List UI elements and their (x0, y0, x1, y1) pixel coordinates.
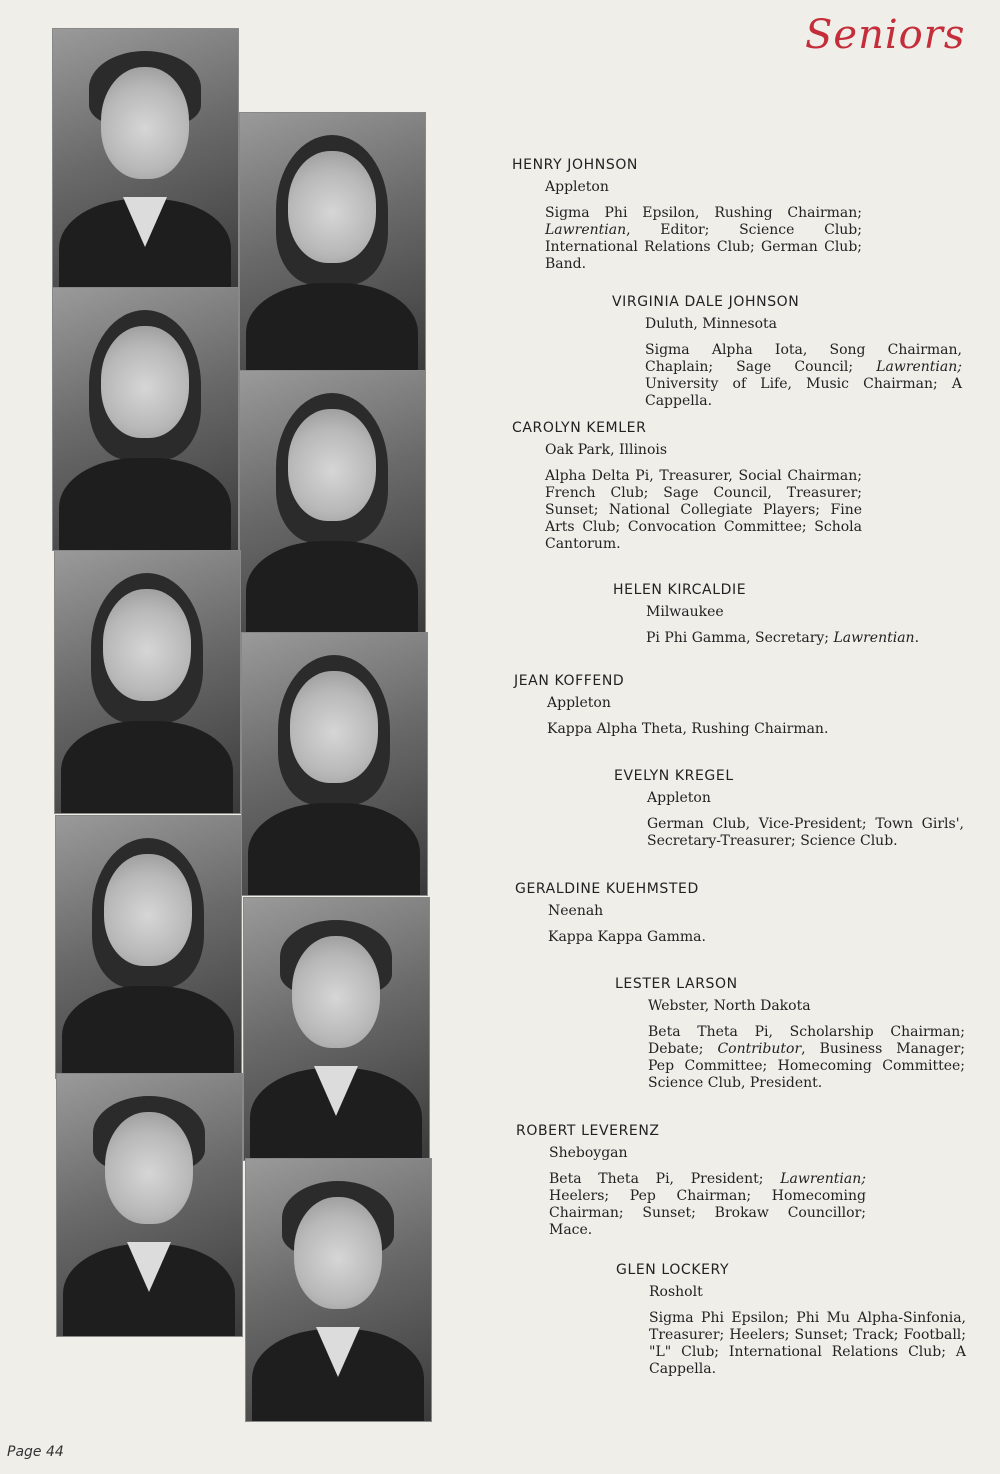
senior-activities (545, 468, 862, 553)
senior-name: GERALDINE KUEHMSTED (515, 881, 699, 897)
senior-hometown: Duluth, Minnesota (645, 316, 777, 332)
senior-activities (549, 1171, 866, 1239)
senior-hometown: Appleton (545, 179, 609, 195)
senior-hometown: Sheboygan (549, 1145, 628, 1161)
activity-text: Sigma Phi Epsilon; Phi Mu Alpha-Sinfonia, Treasurer; Heelers; Sunset; Track; Football; "L" Club; International Relations Club; A Cappella. (649, 1310, 966, 1377)
portrait-virginia-dale-johnson (239, 112, 426, 376)
senior-name: LESTER LARSON (615, 976, 738, 992)
senior-hometown: Oak Park, Illinois (545, 442, 668, 458)
publication-name: Lawrentian (833, 630, 915, 646)
senior-entry (516, 1123, 866, 1239)
portrait-helen-kircaldie (239, 370, 426, 634)
senior-entry (512, 420, 862, 553)
senior-name: CAROLYN KEMLER (512, 420, 647, 436)
senior-hometown: Webster, North Dakota (648, 998, 811, 1014)
senior-name: JEAN KOFFEND (514, 673, 625, 689)
activity-text: University of Life, Music Chairman; A Cappella. (645, 376, 962, 409)
senior-activities (648, 1024, 965, 1092)
senior-name: HELEN KIRCALDIE (613, 582, 747, 598)
activity-text: Kappa Alpha Theta, Rushing Chairman. (547, 721, 829, 737)
senior-activities (645, 342, 962, 410)
portrait-glen-lockery (245, 1158, 432, 1422)
activity-text: Alpha Delta Pi, Treasurer, Social Chairman; French Club; Sage Council, Treasurer; Sunset; National Collegiate Players; Fine Arts Club; Convocation Committee; Schola Cantorum. (545, 468, 862, 552)
senior-name: ROBERT LEVERENZ (516, 1123, 660, 1139)
activity-text: Sigma Phi Epsilon, Rushing Chairman; (545, 205, 862, 221)
senior-activities (647, 816, 964, 850)
activity-text: , Editor; Science Club; International Relations Club; German Club; Band. (545, 222, 862, 272)
senior-hometown: Rosholt (649, 1284, 703, 1300)
senior-hometown: Milwaukee (646, 604, 724, 620)
portrait-carolyn-kemler (52, 287, 239, 551)
senior-name: GLEN LOCKERY (616, 1262, 730, 1278)
senior-entry (614, 768, 964, 850)
senior-hometown: Appleton (647, 790, 711, 806)
page-number: Page 44 (7, 1444, 64, 1460)
portrait-jean-koffend (54, 550, 241, 814)
senior-name: EVELYN KREGEL (614, 768, 734, 784)
activity-text: , Business Manager; Pep Committee; Homecoming Committee; Science Club, President. (648, 1041, 965, 1091)
activity-text: Beta Theta Pi, Scholarship Chairman; Debate; (648, 1024, 965, 1057)
senior-activities (545, 205, 862, 273)
publication-name: Contributor (717, 1041, 802, 1057)
portrait-geraldine-kuehmsted (55, 815, 242, 1079)
senior-entry (616, 1262, 966, 1378)
senior-hometown: Appleton (547, 695, 611, 711)
publication-name: Lawrentian (545, 222, 627, 238)
portrait-robert-leverenz (56, 1073, 243, 1337)
section-title: Seniors (805, 12, 966, 58)
portrait-evelyn-kregel (241, 632, 428, 896)
senior-activities (646, 630, 933, 647)
senior-entry (615, 976, 965, 1092)
senior-activities (649, 1310, 966, 1378)
senior-name: VIRGINIA DALE JOHNSON (612, 294, 800, 310)
senior-entry (612, 294, 962, 410)
senior-activities (547, 721, 844, 738)
activity-text: . (914, 630, 920, 646)
activity-text: Sigma Alpha Iota, Song Chairman, Chaplain; Sage Council; (645, 342, 962, 375)
activity-text: Beta Theta Pi, President; (549, 1171, 781, 1187)
senior-entry (514, 673, 844, 738)
activity-text: Kappa Kappa Gamma. (548, 929, 706, 945)
publication-name: Lawrentian; (780, 1171, 866, 1187)
senior-activities (548, 929, 845, 946)
senior-entry (515, 881, 845, 946)
activity-text: Heelers; Pep Chairman; Homecoming Chairman; Sunset; Brokaw Councillor; Mace. (549, 1188, 866, 1238)
portrait-lester-larson (243, 897, 430, 1161)
publication-name: Lawrentian; (876, 359, 962, 375)
senior-hometown: Neenah (548, 903, 604, 919)
activity-text: Pi Phi Gamma, Secretary; (646, 630, 834, 646)
senior-entry (512, 157, 862, 273)
portrait-henry-johnson (52, 28, 239, 292)
senior-entry (613, 582, 933, 647)
activity-text: German Club, Vice-President; Town Girls', Secretary-Treasurer; Science Club. (647, 816, 964, 849)
senior-name: HENRY JOHNSON (512, 157, 639, 173)
